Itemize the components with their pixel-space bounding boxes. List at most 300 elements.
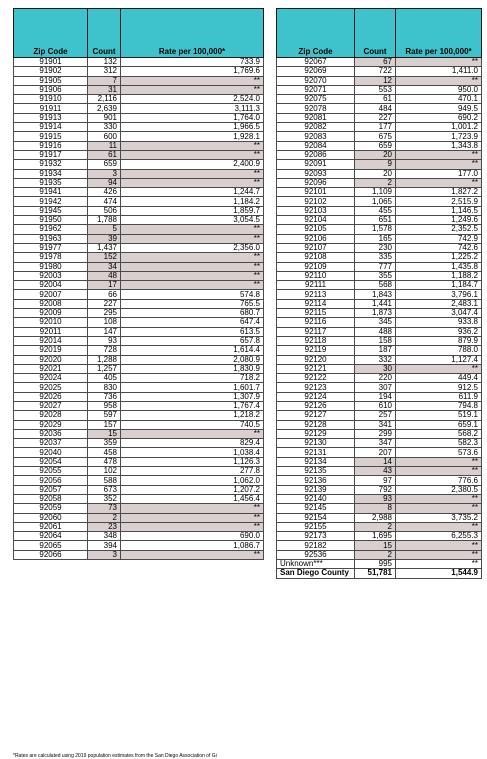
zip-cell: 92025 <box>14 383 88 392</box>
zip-cell: 92011 <box>14 327 88 336</box>
rate-cell: 1,343.8 <box>396 141 482 150</box>
count-cell: 830 <box>88 383 121 392</box>
table-row <box>14 104 264 113</box>
table-row <box>277 467 482 476</box>
unknown-label: Unknown*** <box>277 560 355 569</box>
rate-cell: 3,047.4 <box>396 309 482 318</box>
count-cell: 659 <box>88 160 121 169</box>
table-row <box>14 234 264 243</box>
rate-cell: 1,769.6 <box>121 67 264 76</box>
count-cell: 455 <box>355 206 396 215</box>
count-cell: 73 <box>88 504 121 513</box>
zip-cell: 92067 <box>277 58 355 67</box>
rate-cell: 740.5 <box>121 420 264 429</box>
rate-cell: 1,001.2 <box>396 123 482 132</box>
count-cell: 299 <box>355 429 396 438</box>
zip-cell: 92135 <box>277 467 355 476</box>
unknown-rate: ** <box>396 560 482 569</box>
table-row <box>14 383 264 392</box>
table-row <box>14 132 264 141</box>
table-row <box>14 476 264 485</box>
table-row <box>14 67 264 76</box>
count-cell: 14 <box>355 457 396 466</box>
table-row <box>14 113 264 122</box>
count-cell: 12 <box>355 76 396 85</box>
count-cell: 335 <box>355 253 396 262</box>
rate-cell: 659.1 <box>396 420 482 429</box>
zip-cell: 92021 <box>14 364 88 373</box>
rate-cell: ** <box>121 550 264 559</box>
rate-cell: 277.8 <box>121 467 264 476</box>
table-row <box>14 169 264 178</box>
rate-cell: 1,126.3 <box>121 457 264 466</box>
rate-cell: 1,827.2 <box>396 188 482 197</box>
count-cell: 777 <box>355 262 396 271</box>
count-cell: 1,843 <box>355 290 396 299</box>
zip-cell: 92024 <box>14 374 88 383</box>
table-row <box>277 420 482 429</box>
zip-cell: 92127 <box>277 411 355 420</box>
rate-cell: 574.8 <box>121 290 264 299</box>
zip-cell: 91905 <box>14 76 88 85</box>
count-cell: 102 <box>88 467 121 476</box>
count-cell: 15 <box>88 429 121 438</box>
table-row <box>14 178 264 187</box>
count-cell: 355 <box>355 271 396 280</box>
zip-cell: 91941 <box>14 188 88 197</box>
zip-cell: 92083 <box>277 132 355 141</box>
count-cell: 405 <box>88 374 121 383</box>
table-row <box>14 420 264 429</box>
rate-cell: 950.0 <box>396 85 482 94</box>
rate-cell: 1,184.2 <box>121 197 264 206</box>
table-row <box>14 290 264 299</box>
rate-cell: ** <box>396 178 482 187</box>
zip-cell: 91901 <box>14 58 88 67</box>
zip-cell: 92059 <box>14 504 88 513</box>
zip-cell: 92057 <box>14 485 88 494</box>
unknown-count: 995 <box>355 560 396 569</box>
table-row <box>277 550 482 559</box>
table-row <box>277 476 482 485</box>
zip-cell: 92070 <box>277 76 355 85</box>
table-row <box>14 150 264 159</box>
count-cell: 1,065 <box>355 197 396 206</box>
count-cell: 17 <box>88 281 121 290</box>
rate-header: Rate per 100,000* <box>396 9 482 58</box>
zip-cell: 92003 <box>14 271 88 280</box>
zip-cell: 92103 <box>277 206 355 215</box>
zip-cell: 92110 <box>277 271 355 280</box>
rate-cell: ** <box>121 234 264 243</box>
rate-cell: ** <box>121 253 264 262</box>
count-cell: 9 <box>355 160 396 169</box>
count-cell: 345 <box>355 318 396 327</box>
table-row <box>277 85 482 94</box>
table-row <box>277 364 482 373</box>
count-cell: 43 <box>355 467 396 476</box>
count-cell: 426 <box>88 188 121 197</box>
rate-cell: ** <box>396 467 482 476</box>
table-row <box>14 309 264 318</box>
table-row <box>277 457 482 466</box>
rate-cell: ** <box>121 225 264 234</box>
count-cell: 1,109 <box>355 188 396 197</box>
count-cell: 227 <box>355 113 396 122</box>
rate-cell: 1,859.7 <box>121 206 264 215</box>
count-cell: 157 <box>88 420 121 429</box>
rate-cell: 2,400.9 <box>121 160 264 169</box>
table-row <box>277 429 482 438</box>
count-cell: 20 <box>355 169 396 178</box>
rate-cell: 879.9 <box>396 336 482 345</box>
count-cell: 93 <box>355 494 396 503</box>
rate-cell: ** <box>121 262 264 271</box>
rate-cell: ** <box>121 169 264 178</box>
table-row <box>14 522 264 531</box>
rate-cell: 1,086.7 <box>121 541 264 550</box>
rate-cell: 1,614.4 <box>121 346 264 355</box>
table-row <box>14 160 264 169</box>
table-row <box>14 262 264 271</box>
rate-cell: 1,188.2 <box>396 271 482 280</box>
count-cell: 352 <box>88 494 121 503</box>
table-row <box>277 290 482 299</box>
zip-cell: 91962 <box>14 225 88 234</box>
rate-cell: 776.6 <box>396 476 482 485</box>
rate-cell: 1,062.0 <box>121 476 264 485</box>
count-cell: 610 <box>355 401 396 410</box>
count-cell: 553 <box>355 85 396 94</box>
count-cell: 94 <box>88 178 121 187</box>
table-row <box>14 95 264 104</box>
table-row <box>14 141 264 150</box>
zip-cell: 92060 <box>14 513 88 522</box>
rate-cell: 3,735.2 <box>396 513 482 522</box>
rate-cell: 1,244.7 <box>121 188 264 197</box>
zip-cell: 92111 <box>277 281 355 290</box>
count-cell: 2,988 <box>355 513 396 522</box>
header-row <box>277 9 482 58</box>
count-cell: 348 <box>88 532 121 541</box>
zip-cell: 91932 <box>14 160 88 169</box>
zip-cell: 91913 <box>14 113 88 122</box>
rate-cell: ** <box>121 522 264 531</box>
rate-cell: 936.2 <box>396 327 482 336</box>
zip-cell: 91942 <box>14 197 88 206</box>
zip-cell: 92020 <box>14 355 88 364</box>
zip-cell: 92008 <box>14 299 88 308</box>
count-cell: 1,257 <box>88 364 121 373</box>
table-row <box>277 150 482 159</box>
count-cell: 1,441 <box>355 299 396 308</box>
zip-table-left <box>13 8 264 560</box>
zip-cell: 91935 <box>14 178 88 187</box>
table-row <box>277 132 482 141</box>
zip-cell: 92118 <box>277 336 355 345</box>
count-cell: 675 <box>355 132 396 141</box>
count-cell: 30 <box>355 364 396 373</box>
count-cell: 901 <box>88 113 121 122</box>
rate-cell: 647.4 <box>121 318 264 327</box>
table-row <box>14 550 264 559</box>
total-row <box>277 569 482 578</box>
table-row <box>277 401 482 410</box>
rate-cell: ** <box>121 271 264 280</box>
rate-cell: 680.7 <box>121 309 264 318</box>
rate-cell: ** <box>396 457 482 466</box>
rate-cell: 1,764.0 <box>121 113 264 122</box>
rate-cell: 1,456.4 <box>121 494 264 503</box>
table-row <box>277 104 482 113</box>
rate-cell: 794.8 <box>396 401 482 410</box>
table-row <box>277 336 482 345</box>
rate-cell: 733.9 <box>121 58 264 67</box>
rate-cell: 1,435.8 <box>396 262 482 271</box>
zip-cell: 91910 <box>14 95 88 104</box>
count-cell: 11 <box>88 141 121 150</box>
count-cell: 341 <box>355 420 396 429</box>
count-cell: 597 <box>88 411 121 420</box>
count-cell: 152 <box>88 253 121 262</box>
table-row <box>277 234 482 243</box>
rate-cell: 690.0 <box>121 532 264 541</box>
table-row <box>14 271 264 280</box>
rate-cell: 1,146.5 <box>396 206 482 215</box>
rate-cell: 1,928.1 <box>121 132 264 141</box>
rate-cell: 470.1 <box>396 95 482 104</box>
rate-cell: 765.5 <box>121 299 264 308</box>
table-row <box>277 281 482 290</box>
table-row <box>277 374 482 383</box>
table-row <box>14 243 264 252</box>
count-cell: 66 <box>88 290 121 299</box>
zip-cell: 92026 <box>14 392 88 401</box>
table-row <box>277 169 482 178</box>
rate-cell: ** <box>121 150 264 159</box>
count-cell: 227 <box>88 299 121 308</box>
zip-cell: 92134 <box>277 457 355 466</box>
rate-cell: 690.2 <box>396 113 482 122</box>
count-cell: 15 <box>355 541 396 550</box>
table-row <box>14 253 264 262</box>
table-row <box>14 225 264 234</box>
count-cell: 61 <box>88 150 121 159</box>
rate-cell: 1,184.7 <box>396 281 482 290</box>
count-cell: 474 <box>88 197 121 206</box>
table-row <box>14 76 264 85</box>
zip-cell: 92102 <box>277 197 355 206</box>
zip-cell: 91902 <box>14 67 88 76</box>
zip-cell: 91963 <box>14 234 88 243</box>
table-row <box>14 188 264 197</box>
total-label: San Diego County <box>277 569 355 578</box>
zip-cell: 92113 <box>277 290 355 299</box>
rate-cell: ** <box>396 160 482 169</box>
table-row <box>14 411 264 420</box>
table-row <box>277 67 482 76</box>
rate-cell: 2,380.5 <box>396 485 482 494</box>
rate-cell: 2,524.0 <box>121 95 264 104</box>
zip-cell: 91977 <box>14 243 88 252</box>
rate-cell: 449.4 <box>396 374 482 383</box>
zip-cell: 92140 <box>277 494 355 503</box>
zip-cell: 91915 <box>14 132 88 141</box>
count-cell: 659 <box>355 141 396 150</box>
zip-cell: 92084 <box>277 141 355 150</box>
rate-cell: 1,601.7 <box>121 383 264 392</box>
count-cell: 394 <box>88 541 121 550</box>
count-cell: 2 <box>355 550 396 559</box>
zip-cell: 91917 <box>14 150 88 159</box>
table-row <box>277 392 482 401</box>
rate-cell: 1,307.9 <box>121 392 264 401</box>
count-cell: 600 <box>88 132 121 141</box>
count-cell: 3 <box>88 169 121 178</box>
count-cell: 39 <box>88 234 121 243</box>
zip-cell: 92066 <box>14 550 88 559</box>
zip-cell: 92007 <box>14 290 88 299</box>
table-row <box>14 197 264 206</box>
rate-cell: 3,796.1 <box>396 290 482 299</box>
zip-cell: 92096 <box>277 178 355 187</box>
rate-cell: 1,225.2 <box>396 253 482 262</box>
rate-cell: ** <box>121 76 264 85</box>
zip-cell: 92139 <box>277 485 355 494</box>
count-header: Count <box>355 9 396 58</box>
count-cell: 458 <box>88 448 121 457</box>
table-row <box>14 429 264 438</box>
rate-cell: ** <box>121 141 264 150</box>
table-row <box>14 336 264 345</box>
zip-cell: 92115 <box>277 309 355 318</box>
header-row <box>14 9 264 58</box>
count-cell: 20 <box>355 150 396 159</box>
zip-cell: 92114 <box>277 299 355 308</box>
zip-cell: 92028 <box>14 411 88 420</box>
table-row <box>277 327 482 336</box>
rate-cell: 582.3 <box>396 439 482 448</box>
zip-cell: 92106 <box>277 234 355 243</box>
rate-cell: 1,218.2 <box>121 411 264 420</box>
zip-cell: 92131 <box>277 448 355 457</box>
count-cell: 194 <box>355 392 396 401</box>
rate-cell: ** <box>396 550 482 559</box>
table-row <box>14 532 264 541</box>
count-cell: 722 <box>355 67 396 76</box>
count-cell: 48 <box>88 271 121 280</box>
zip-cell: 92121 <box>277 364 355 373</box>
count-cell: 7 <box>88 76 121 85</box>
count-cell: 1,873 <box>355 309 396 318</box>
rate-cell: 1,830.9 <box>121 364 264 373</box>
zip-cell: 92009 <box>14 309 88 318</box>
table-row <box>14 364 264 373</box>
rate-cell: 657.8 <box>121 336 264 345</box>
count-cell: 108 <box>88 318 121 327</box>
rate-cell: ** <box>121 281 264 290</box>
count-cell: 1,695 <box>355 532 396 541</box>
unknown-row <box>277 560 482 569</box>
table-row <box>277 522 482 531</box>
rate-cell: 718.2 <box>121 374 264 383</box>
zip-cell: 92130 <box>277 439 355 448</box>
rate-cell: ** <box>121 513 264 522</box>
table-row <box>277 485 482 494</box>
table-row <box>277 253 482 262</box>
zip-cell: 92093 <box>277 169 355 178</box>
count-cell: 359 <box>88 439 121 448</box>
zip-cell: 91916 <box>14 141 88 150</box>
table-row <box>14 467 264 476</box>
zip-cell: 92536 <box>277 550 355 559</box>
rate-cell: 742.9 <box>396 234 482 243</box>
rate-cell: 2,352.5 <box>396 225 482 234</box>
count-cell: 230 <box>355 243 396 252</box>
count-cell: 132 <box>88 58 121 67</box>
total-rate: 1,544.9 <box>396 569 482 578</box>
table-row <box>14 392 264 401</box>
zip-cell: 92075 <box>277 95 355 104</box>
count-cell: 307 <box>355 383 396 392</box>
rate-cell: 1,767.4 <box>121 401 264 410</box>
zip-cell: 92037 <box>14 439 88 448</box>
table-row <box>277 188 482 197</box>
zip-cell: 92105 <box>277 225 355 234</box>
table-row <box>14 494 264 503</box>
zip-code-header: Zip Code <box>14 9 88 58</box>
count-cell: 736 <box>88 392 121 401</box>
count-cell: 1,578 <box>355 225 396 234</box>
rate-cell: ** <box>121 504 264 513</box>
rate-cell: ** <box>396 541 482 550</box>
count-cell: 728 <box>88 346 121 355</box>
table-row <box>14 58 264 67</box>
table-row <box>14 327 264 336</box>
rate-cell: 568.2 <box>396 429 482 438</box>
count-cell: 177 <box>355 123 396 132</box>
rate-cell: 2,356.0 <box>121 243 264 252</box>
zip-cell: 92081 <box>277 113 355 122</box>
table-row <box>277 243 482 252</box>
table-row <box>277 504 482 513</box>
zip-cell: 91911 <box>14 104 88 113</box>
zip-cell: 91906 <box>14 85 88 94</box>
zip-cell: 91945 <box>14 206 88 215</box>
table-row <box>14 485 264 494</box>
rate-cell: 912.5 <box>396 383 482 392</box>
zip-cell: 92108 <box>277 253 355 262</box>
zip-cell: 92128 <box>277 420 355 429</box>
rate-cell: ** <box>396 364 482 373</box>
table-row <box>277 206 482 215</box>
count-cell: 506 <box>88 206 121 215</box>
table-row <box>277 309 482 318</box>
count-cell: 568 <box>355 281 396 290</box>
table-row <box>14 439 264 448</box>
zip-cell: 92086 <box>277 150 355 159</box>
zip-cell: 92082 <box>277 123 355 132</box>
table-row <box>277 160 482 169</box>
table-row <box>277 76 482 85</box>
rate-cell: 519.1 <box>396 411 482 420</box>
rate-cell: 1,207.2 <box>121 485 264 494</box>
count-cell: 23 <box>88 522 121 531</box>
table-row <box>277 411 482 420</box>
table-row <box>14 346 264 355</box>
zip-cell: 92101 <box>277 188 355 197</box>
table-row <box>14 457 264 466</box>
